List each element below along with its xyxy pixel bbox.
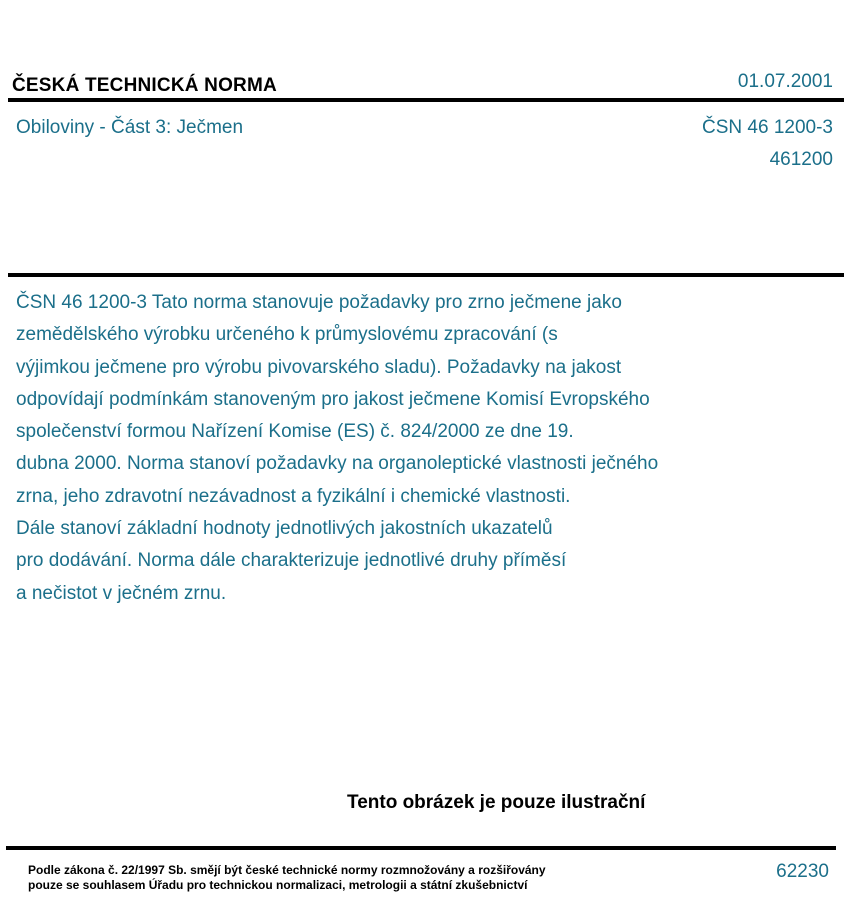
- abstract-line: dubna 2000. Norma stanoví požadavky na organoleptické vlastnosti ječného: [16, 453, 659, 475]
- document-type-title: ČESKÁ TECHNICKÁ NORMA: [12, 75, 277, 96]
- abstract-text: [16, 287, 836, 610]
- publication-date: 01.07.2001: [737, 71, 833, 92]
- abstract-line: společenství formou Nařízení Komise (ES) č. 824/2000 ze dne 19.: [16, 421, 574, 443]
- abstract-line: zrna, jeho zdravotní nezávadnost a fyzikální i chemické vlastnosti.: [16, 485, 571, 507]
- abstract-line: pro dodávání. Norma dále charakterizuje jednotlivé druhy příměsí: [16, 550, 567, 572]
- abstract-line: výjimkou ječmene pro výrobu pivovarského sladu). Požadavky na jakost: [16, 356, 622, 378]
- legal-line: pouze se souhlasem Úřadu pro technickou normalizaci, metrologii a státní zkušebnictví: [28, 878, 528, 892]
- abstract-line: Dále stanoví základní hodnoty jednotlivých jakostních ukazatelů: [16, 518, 553, 540]
- abstract-line: zemědělského výrobku určeného k průmyslovému zpracování (s: [16, 324, 558, 346]
- header-divider: [8, 98, 844, 102]
- illustration-disclaimer: Tento obrázek je pouze ilustrační: [347, 792, 646, 813]
- section-divider: [8, 273, 844, 277]
- abstract-line: odpovídají podmínkám stanoveným pro jakost ječmene Komisí Evropského: [16, 388, 650, 410]
- classification-code: 461200: [769, 149, 833, 170]
- legal-notice: [28, 863, 546, 893]
- legal-line: Podle zákona č. 22/1997 Sb. smějí být české technické normy rozmnožovány a rozšiřovány: [28, 863, 546, 877]
- footer-divider: [6, 846, 836, 850]
- abstract-line: a nečistot v ječném zrnu.: [16, 582, 227, 604]
- catalog-number: 62230: [776, 861, 829, 882]
- abstract-line: ČSN 46 1200-3 Tato norma stanovuje požadavky pro zrno ječmene jako: [16, 292, 622, 313]
- standard-subject: Obiloviny - Část 3: Ječmen: [16, 117, 244, 138]
- standard-number: ČSN 46 1200-3: [702, 117, 833, 138]
